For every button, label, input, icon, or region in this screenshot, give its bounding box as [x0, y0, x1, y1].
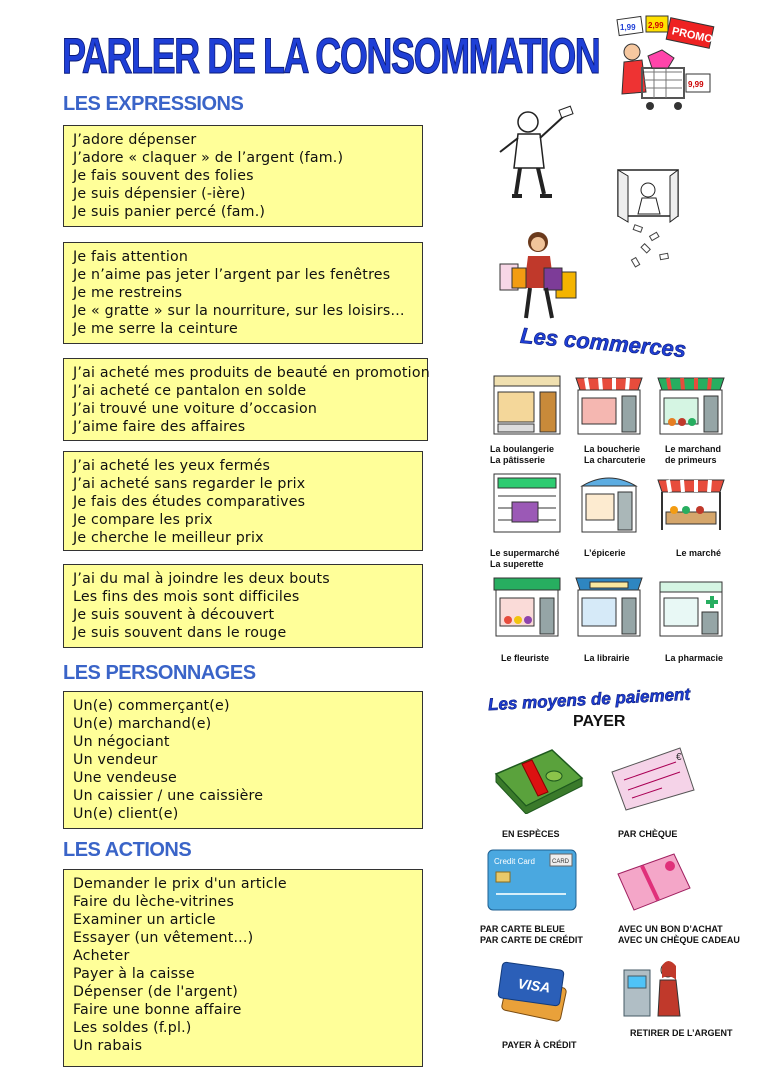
- expression-line: J’ai acheté sans regarder le prix: [73, 476, 306, 492]
- expression-box-3: [63, 358, 428, 441]
- action-line: Dépenser (de l'argent): [73, 984, 238, 1000]
- price-tag-text: 1,99: [620, 23, 636, 32]
- card-chip-label: CARD: [552, 859, 570, 865]
- shop-caption: L’épicerie: [584, 548, 626, 558]
- action-line: Faire une bonne affaire: [73, 1002, 242, 1018]
- greengrocer-shop-icon: [656, 374, 726, 436]
- grocery-shop-icon: [574, 472, 644, 534]
- cash-banknotes-icon: [492, 744, 584, 814]
- personnage-line: Un vendeur: [73, 752, 158, 768]
- action-line: Faire du lèche-vitrines: [73, 894, 235, 910]
- expression-line: Je suis souvent dans le rouge: [73, 625, 287, 641]
- personnage-line: Un(e) client(e): [73, 806, 179, 822]
- pharmacy-shop-icon: [656, 576, 726, 638]
- expression-box-2: [63, 242, 423, 344]
- cheque-icon: [610, 742, 696, 812]
- credit-card-label: Credit Card: [494, 857, 535, 866]
- payment-caption: PAYER À CRÉDIT: [502, 1040, 577, 1050]
- svg-text:€: €: [676, 752, 682, 763]
- actions-box: [63, 869, 423, 1067]
- shop-caption: La pharmacie: [665, 653, 724, 663]
- action-line: Un rabais: [73, 1038, 143, 1054]
- gift-voucher-icon: [614, 848, 694, 914]
- personnage-line: Un négociant: [73, 734, 170, 750]
- personnage-line: Un(e) marchand(e): [73, 716, 212, 732]
- florist-shop-icon: [492, 576, 562, 638]
- expression-line: J’ai trouvé une voiture d’occasion: [73, 401, 318, 417]
- personnage-line: Un(e) commerçant(e): [73, 698, 230, 714]
- expression-line: Les fins des mois sont difficiles: [73, 589, 300, 605]
- action-line: Essayer (un vêtement...): [73, 930, 254, 946]
- price-tag-text: 9,99: [688, 80, 704, 89]
- expression-box-5: [63, 564, 423, 648]
- expression-line: Je cherche le meilleur prix: [73, 530, 264, 546]
- payment-caption: PAR CHÈQUE: [618, 829, 678, 839]
- expression-line: J’adore dépenser: [73, 132, 197, 148]
- expression-line: J’ai acheté mes produits de beauté en promotion: [73, 365, 430, 381]
- expression-line: Je me serre la ceinture: [73, 321, 238, 337]
- visa-cards-icon: [496, 960, 572, 1022]
- shop-caption: La boulangerie La pâtisserie: [490, 444, 555, 465]
- promo-sign-text: PROMO: [670, 25, 714, 46]
- personnage-line: Un caissier / une caissière: [73, 788, 264, 804]
- payer-heading: PAYER: [573, 713, 626, 730]
- expression-line: Je n’aime pas jeter l’argent par les fenêtres: [73, 267, 391, 283]
- price-tag-text: 2,99: [648, 21, 664, 30]
- expression-line: Je me restreins: [73, 285, 183, 301]
- bakery-shop-icon: [492, 374, 562, 436]
- credit-card-icon: [486, 848, 578, 914]
- payment-caption: PAR CARTE BLEUE PAR CARTE DE CRÉDIT: [480, 924, 583, 945]
- expression-line: J’adore « claquer » de l’argent (fam.): [73, 150, 344, 166]
- supermarket-shop-icon: [492, 472, 562, 534]
- expression-line: J’ai acheté les yeux fermés: [73, 458, 271, 474]
- section-heading-personnages: LES PERSONNAGES: [63, 662, 256, 684]
- personnage-line: Une vendeuse: [73, 770, 177, 786]
- expression-line: Je suis panier percé (fam.): [73, 204, 266, 220]
- promo-shopper-illustration: [602, 12, 720, 124]
- woman-window-money-illustration: [614, 164, 686, 274]
- shop-caption: La librairie: [584, 653, 630, 663]
- action-line: Demander le prix d'un article: [73, 876, 287, 892]
- section-heading-expressions: LES EXPRESSIONS: [63, 93, 244, 115]
- shop-caption: Le supermarché La superette: [490, 548, 560, 569]
- market-stall-icon: [656, 472, 726, 534]
- page-title: PARLER DE LA CONSOMMATION: [62, 28, 600, 84]
- shop-caption: Le fleuriste: [501, 653, 550, 663]
- expression-line: Je suis souvent à découvert: [73, 607, 275, 623]
- commerces-title: Les commerces: [519, 322, 688, 363]
- expression-line: Je fais des études comparatives: [73, 494, 306, 510]
- action-line: Les soldes (f.pl.): [73, 1020, 192, 1036]
- action-line: Payer à la caisse: [73, 966, 195, 982]
- expression-line: J’ai acheté ce pantalon en solde: [73, 383, 307, 399]
- shop-caption: Le marchand de primeurs: [665, 444, 722, 465]
- man-spending-illustration: [494, 104, 576, 200]
- expression-line: Je suis dépensier (-ière): [73, 186, 246, 202]
- atm-withdrawal-icon: [622, 958, 688, 1020]
- expression-line: Je fais attention: [73, 249, 189, 265]
- woman-shopping-bags-illustration: [494, 228, 584, 326]
- expression-line: J’aime faire des affaires: [73, 419, 246, 435]
- section-heading-actions: LES ACTIONS: [63, 839, 192, 861]
- expression-line: J’ai du mal à joindre les deux bouts: [73, 571, 330, 587]
- payment-caption: RETIRER DE L’ARGENT: [630, 1028, 733, 1038]
- bookshop-icon: [574, 576, 644, 638]
- payment-caption: AVEC UN BON D’ACHAT AVEC UN CHÈQUE CADEAU: [618, 924, 740, 945]
- expression-box-1: [63, 125, 423, 227]
- payment-caption: EN ESPÈCES: [502, 829, 560, 839]
- personnages-box: [63, 691, 423, 829]
- visa-label: VISA: [516, 975, 552, 996]
- shop-caption: Le marché: [676, 548, 722, 558]
- expression-line: Je compare les prix: [73, 512, 213, 528]
- butcher-shop-icon: [574, 374, 644, 436]
- shop-caption: La boucherie La charcuterie: [584, 444, 646, 465]
- expression-box-4: [63, 451, 423, 551]
- paiement-title: Les moyens de paiement: [487, 684, 691, 715]
- action-line: Acheter: [73, 948, 130, 964]
- action-line: Examiner un article: [73, 912, 216, 928]
- expression-line: Je « gratte » sur la nourriture, sur les loisirs…: [73, 303, 405, 319]
- expression-line: Je fais souvent des folies: [73, 168, 254, 184]
